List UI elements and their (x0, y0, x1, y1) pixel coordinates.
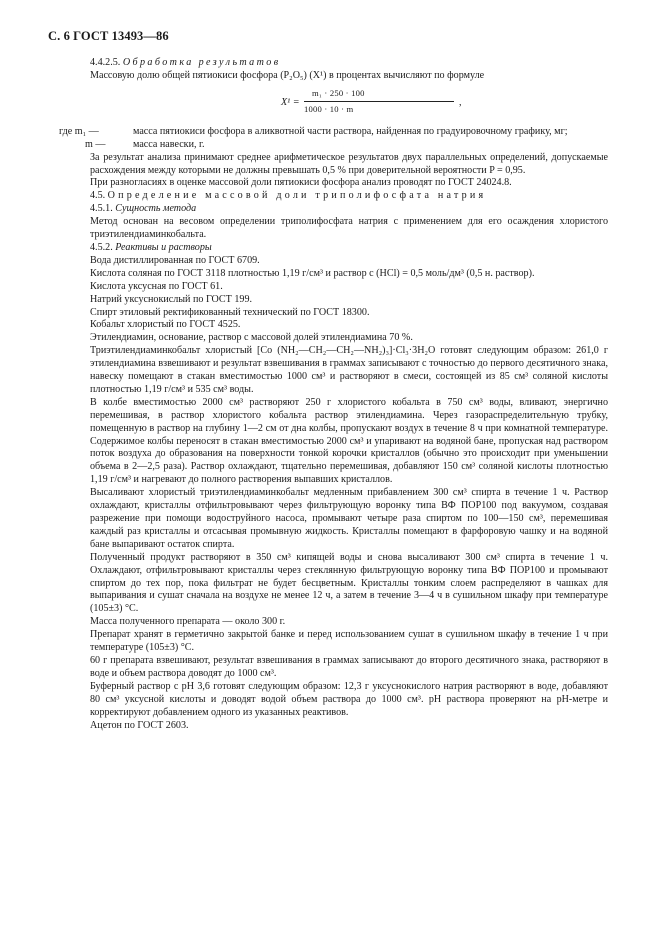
paragraph: Полученный продукт растворяют в 350 см³ кипящей воды и снова высаливают 300 см³ спирта в течение 1 ч. Охлаждают, отфильтровывают кристаллы через стеклянную фильтрующую воронку типа ВФ ПОР100 и промывают спиртом до тех пор, пока фильтрат не будет бесцветным. Кристаллы тонким слоем распределяют в чашках для выпаривания и сушат сначала на воздухе не менее 12 ч, а затем в течение 3—4 ч в сушильном шкафу при температуре (105±3) °С. (90, 551, 608, 615)
definition-symbol: m — (85, 138, 106, 150)
definition-text: масса пятиокиси фосфора в аликвотной части раствора, найденная по градуировочному графику, мг; (133, 125, 568, 137)
section-title: Сущность метода (115, 203, 197, 215)
formula-trail: , (459, 96, 462, 108)
paragraph: Масса полученного препарата — около 300 г. (90, 616, 286, 628)
reagent-item: Вода дистиллированная по ГОСТ 6709. (90, 254, 260, 266)
section-4-5-1 (90, 203, 608, 216)
section-4-5 (90, 190, 608, 203)
definition-symbol: где m₁ — (59, 125, 99, 137)
paragraph: При разногласиях в оценке массовой доли пятиокиси фосфора анализ проводят по ГОСТ 24024.8. (90, 177, 512, 189)
section-title: Реактивы и растворы (115, 241, 212, 253)
formula (90, 87, 608, 121)
formula-lhs: X¹ = (281, 96, 300, 108)
definition-text: масса навески, г. (133, 138, 205, 150)
section-number: 4.5.1. (90, 203, 113, 215)
fraction-bar (304, 101, 454, 102)
section-number: 4.5. (90, 190, 106, 202)
paragraph: Препарат хранят в герметично закрытой банке и перед использованием сушат в сушильном шкафу в течение 1 ч при температуре (105±3) °С. (90, 629, 608, 654)
section-title: Обработка результатов (122, 57, 281, 68)
paragraph: Массовую долю общей пятиокиси фосфора (P₂O₅) (X¹) в процентах вычисляют по формуле (90, 69, 485, 81)
paragraph: Буферный раствор с pH 3,6 готовят следующим образом: 12,3 г уксуснокислого натрия растворяют в воде, добавляют 80 см³ уксусной кислоты и доводят водой объем раствора до 1000 см³. pH раствора проверяют на pH-метре и корректируют добавлением одного из указанных реактивов. (90, 680, 608, 718)
section-4-5-2 (90, 242, 608, 255)
reagent-item: Натрий уксуснокислый по ГОСТ 199. (90, 293, 253, 305)
definition-m1 (59, 126, 608, 139)
section-number: 4.4.2.5. (90, 57, 121, 68)
section-4-4-2-5 (90, 57, 608, 70)
reagent-item: Кислота соляная по ГОСТ 3118 плотностью 1,19 г/см³ и раствор c (HCl) = 0,5 моль/дм³ (0,5 н. раствор). (90, 267, 535, 279)
paragraph: Метод основан на весовом определении триполифосфата натрия с применением для его осаждения хлористого триэтилендиаминкобальта. (90, 216, 608, 241)
paragraph: Ацетон по ГОСТ 2603. (90, 719, 189, 731)
reagent-item: Кобальт хлористый по ГОСТ 4525. (90, 319, 241, 331)
section-title: Определение массовой доли триполифосфата натрия (107, 190, 487, 202)
paragraph: За результат анализа принимают среднее арифметическое результатов двух параллельных определений, допускаемые расхождения между которыми не должны превышать 0,5 % при доверительной вероятности P = 0,95. (90, 151, 608, 176)
paragraph: В колбе вместимостью 2000 см³ растворяют 250 г хлористого кобальта в 750 см³ воды, вливают, энергично перемешивая, в раствор хлористого кобальта раствор этилендиамина. Через газораспределительную трубку, помещенную в раствор на глубину 1—2 см от дна колбы, пропускают воздух в течение 8 ч при комнатной температуре. Содержимое колбы переносят в стакан вместимостью 2000 см³ и упаривают на водяной бане, пропуская над раствором поток воздуха до образования на поверхности тонкой корочки кристаллов (обычно это происходит при уменьшении объема в 2—2,5 раза). Раствор охлаждают, тщательно перемешивая, добавляют 150 см³ соляной кислоты плотностью 1,19 г/см³ и нагревают до полного растворения выпавших кристаллов. (90, 396, 608, 486)
reagent-item: Кислота уксусная по ГОСТ 61. (90, 280, 223, 292)
paragraph: Триэтилендиаминкобальт хлористый [Co (NH₂—CH₂—CH₂—NH₂)₃]·Cl₃·3H₂O готовят следующим образом: 261,0 г этилендиамина взвешивают и результат взвешивания в граммах записывают с точностью до первого десятичного знака, навеску помещают в стакан вместимостью 1000 см³ и растворяют в смеси, состоящей из 85 см³ соляной кислоты плотностью 1,19 г/см³ и 535 см³ воды. (90, 345, 608, 395)
reagent-item: Этилендиамин, основание, раствор с массовой долей этилендиамина 70 %. (90, 332, 413, 344)
formula-numerator: m₁ · 250 · 100 (312, 87, 365, 98)
definition-m (59, 139, 608, 152)
paragraph: Высаливают хлористый триэтилендиаминкобальт медленным прибавлением 300 см³ спирта в течение 1 ч. Раствор охлаждают, кристаллы отфильтровывают через фильтрующую воронку типа ВФ ПОР100 под вакуумом, создавая разрежение при помощи водоструйного насоса, промывают четыре раза спиртом по 100—150 см³, перемешивая каждый раз кристаллы и отсасывая промывную жидкость. Кристаллы помещают в фарфоровую чашку и на водяной бане выпаривают остаток спирта. (90, 487, 608, 550)
reagent-item: Спирт этиловый ректификованный технический по ГОСТ 18300. (90, 306, 370, 318)
paragraph: 60 г препарата взвешивают, результат взвешивания в граммах записывают до второго десятичного знака, растворяют в воде и объем раствора доводят до 1000 см³. (90, 654, 608, 679)
document-body (59, 57, 608, 732)
section-number: 4.5.2. (90, 241, 113, 253)
formula-denominator: 1000 · 10 · m (304, 103, 354, 114)
page-header: С. 6 ГОСТ 13493—86 (48, 29, 169, 43)
